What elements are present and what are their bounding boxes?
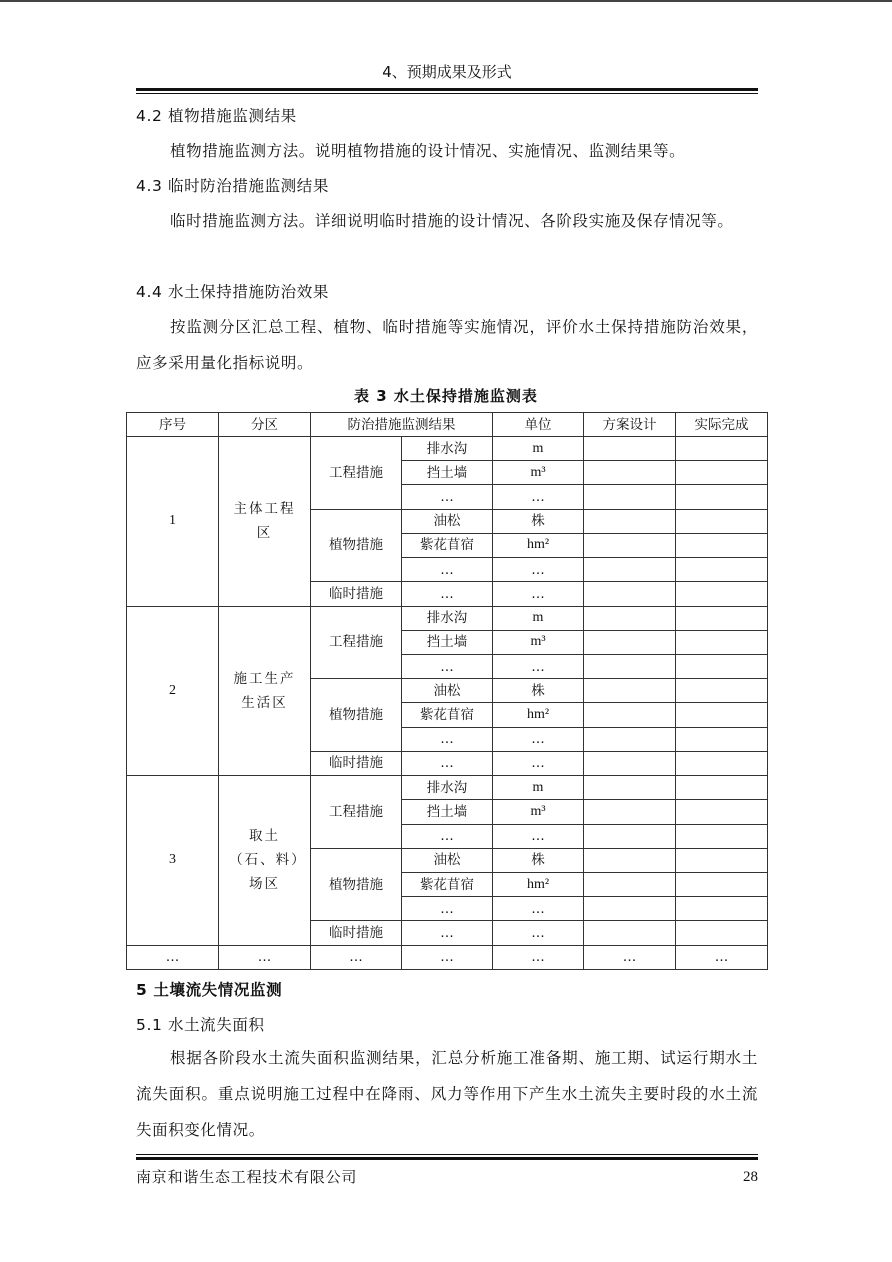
design-cell	[584, 437, 676, 461]
design-cell	[584, 582, 676, 606]
unit-cell: …	[493, 485, 584, 509]
actual-cell	[676, 776, 768, 800]
measure-type-cell: 植物措施	[311, 848, 402, 921]
unit-cell: …	[493, 921, 584, 945]
actual-cell	[676, 654, 768, 678]
design-cell	[584, 485, 676, 509]
design-cell	[584, 679, 676, 703]
header-design: 方案设计	[584, 413, 676, 437]
actual-cell	[676, 461, 768, 485]
measure-item-cell: …	[402, 485, 493, 509]
paragraph-4-3: 临时措施监测方法。详细说明临时措施的设计情况、各阶段实施及保存情况等。	[170, 212, 734, 230]
measure-item-cell: …	[402, 558, 493, 582]
header-actual: 实际完成	[676, 413, 768, 437]
actual-cell	[676, 848, 768, 872]
unit-cell: m	[493, 606, 584, 630]
actual-cell	[676, 679, 768, 703]
design-cell	[584, 800, 676, 824]
measure-item-cell: 排水沟	[402, 776, 493, 800]
design-cell	[584, 533, 676, 557]
measure-item-cell: 挡土墙	[402, 461, 493, 485]
running-header: 4、预期成果及形式	[382, 63, 512, 81]
heading-4-4: 4.4 水土保持措施防治效果	[136, 283, 329, 301]
measure-type-cell: 临时措施	[311, 751, 402, 775]
actual-cell	[676, 824, 768, 848]
measure-type-cell: 工程措施	[311, 606, 402, 679]
footer-company-name: 南京和谐生态工程技术有限公司	[136, 1168, 358, 1186]
unit-cell: …	[493, 751, 584, 775]
table-header-row	[127, 413, 768, 437]
design-cell	[584, 558, 676, 582]
unit-cell: …	[493, 824, 584, 848]
design-cell	[584, 776, 676, 800]
ellipsis-cell: …	[676, 945, 768, 969]
actual-cell	[676, 630, 768, 654]
design-cell	[584, 703, 676, 727]
unit-cell: hm²	[493, 703, 584, 727]
unit-cell: …	[493, 582, 584, 606]
actual-cell	[676, 800, 768, 824]
paragraph-4-4: 按监测分区汇总工程、植物、临时措施等实施情况，评价水土保持措施防治效果，应多采用量化指标说明。	[136, 318, 758, 372]
header-rule-thin	[136, 93, 758, 94]
ellipsis-cell: …	[584, 945, 676, 969]
header-seq: 序号	[127, 413, 219, 437]
design-cell	[584, 509, 676, 533]
heading-4-3: 4.3 临时防治措施监测结果	[136, 177, 329, 195]
actual-cell	[676, 872, 768, 896]
measure-item-cell: 油松	[402, 679, 493, 703]
unit-cell: 株	[493, 509, 584, 533]
design-cell	[584, 872, 676, 896]
measures-monitoring-table	[126, 412, 768, 970]
design-cell	[584, 751, 676, 775]
measure-type-cell: 植物措施	[311, 679, 402, 752]
footer-rule-thin	[136, 1154, 758, 1155]
actual-cell	[676, 437, 768, 461]
unit-cell: …	[493, 897, 584, 921]
measure-type-cell: 工程措施	[311, 437, 402, 510]
actual-cell	[676, 582, 768, 606]
measure-item-cell: …	[402, 897, 493, 921]
measure-item-cell: 紫花苜宿	[402, 703, 493, 727]
seq-cell: 3	[127, 776, 219, 946]
footer-rule-thick	[136, 1157, 758, 1160]
actual-cell	[676, 703, 768, 727]
measure-item-cell: 紫花苜宿	[402, 872, 493, 896]
table-row	[127, 606, 768, 630]
zone-cell: 取土（石、料）场区	[219, 776, 311, 946]
measure-item-cell: 排水沟	[402, 606, 493, 630]
zone-cell: 主体工程区	[219, 437, 311, 607]
table-row	[127, 437, 768, 461]
design-cell	[584, 727, 676, 751]
unit-cell: …	[493, 558, 584, 582]
unit-cell: m	[493, 437, 584, 461]
measure-item-cell: …	[402, 654, 493, 678]
unit-cell: m³	[493, 461, 584, 485]
actual-cell	[676, 533, 768, 557]
measure-item-cell: 紫花苜宿	[402, 533, 493, 557]
measure-item-cell: …	[402, 921, 493, 945]
actual-cell	[676, 897, 768, 921]
actual-cell	[676, 558, 768, 582]
seq-cell: 2	[127, 606, 219, 776]
header-zone: 分区	[219, 413, 311, 437]
measure-type-cell: 临时措施	[311, 582, 402, 606]
measure-item-cell: 排水沟	[402, 437, 493, 461]
ellipsis-cell: …	[219, 945, 311, 969]
measure-item-cell: …	[402, 727, 493, 751]
design-cell	[584, 921, 676, 945]
actual-cell	[676, 509, 768, 533]
design-cell	[584, 461, 676, 485]
ellipsis-cell: …	[311, 945, 402, 969]
unit-cell: hm²	[493, 872, 584, 896]
design-cell	[584, 848, 676, 872]
heading-5-1: 5.1 水土流失面积	[136, 1016, 265, 1034]
measure-type-cell: 工程措施	[311, 776, 402, 849]
unit-cell: …	[493, 727, 584, 751]
zone-cell: 施工生产生活区	[219, 606, 311, 776]
unit-cell: m³	[493, 800, 584, 824]
table-row	[127, 776, 768, 800]
measure-item-cell: 挡土墙	[402, 630, 493, 654]
unit-cell: …	[493, 654, 584, 678]
ellipsis-cell: …	[402, 945, 493, 969]
heading-5: 5 土壤流失情况监测	[136, 981, 283, 999]
header-measure: 防治措施监测结果	[311, 413, 493, 437]
actual-cell	[676, 485, 768, 509]
measure-item-cell: …	[402, 582, 493, 606]
unit-cell: m³	[493, 630, 584, 654]
seq-cell: 1	[127, 437, 219, 607]
paragraph-4-2: 植物措施监测方法。说明植物措施的设计情况、实施情况、监测结果等。	[170, 142, 686, 160]
measure-item-cell: 挡土墙	[402, 800, 493, 824]
header-rule-thick	[136, 88, 758, 91]
ellipsis-cell: …	[127, 945, 219, 969]
unit-cell: hm²	[493, 533, 584, 557]
measure-item-cell: …	[402, 824, 493, 848]
actual-cell	[676, 921, 768, 945]
unit-cell: 株	[493, 679, 584, 703]
actual-cell	[676, 751, 768, 775]
measure-type-cell: 植物措施	[311, 509, 402, 582]
page-number: 28	[743, 1169, 758, 1185]
design-cell	[584, 606, 676, 630]
design-cell	[584, 630, 676, 654]
measure-item-cell: 油松	[402, 848, 493, 872]
design-cell	[584, 824, 676, 848]
design-cell	[584, 897, 676, 921]
actual-cell	[676, 727, 768, 751]
unit-cell: 株	[493, 848, 584, 872]
measure-type-cell: 临时措施	[311, 921, 402, 945]
design-cell	[584, 654, 676, 678]
table-caption: 表 3 水土保持措施监测表	[354, 387, 538, 405]
page-top-border	[0, 0, 892, 2]
heading-4-2: 4.2 植物措施监测结果	[136, 107, 297, 125]
unit-cell: m	[493, 776, 584, 800]
header-unit: 单位	[493, 413, 584, 437]
ellipsis-cell: …	[493, 945, 584, 969]
actual-cell	[676, 606, 768, 630]
paragraph-5-1: 根据各阶段水土流失面积监测结果，汇总分析施工准备期、施工期、试运行期水土流失面积。重点说明施工过程中在降雨、风力等作用下产生水土流失主要时段的水土流失面积变化情况。	[136, 1049, 758, 1139]
table-ellipsis-row	[127, 945, 768, 969]
measure-item-cell: …	[402, 751, 493, 775]
measure-item-cell: 油松	[402, 509, 493, 533]
